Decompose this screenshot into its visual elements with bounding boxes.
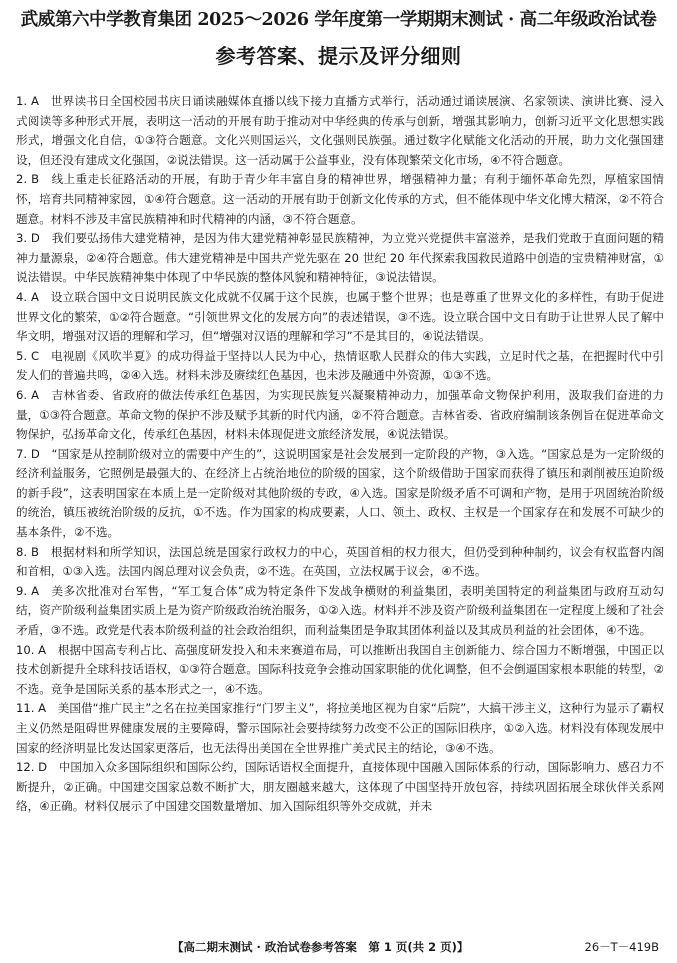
answer-item-12: 12. D 中国加入众多国际组织和国际公约，国际话语权全面提升，直接体现中国融入国际体系的行动，国际影响力、感召力不断提升，②正确。中国建交国家总数不断扩大，朋友圈越来越大，这体现了中国坚持开放包容，持续巩固拓展全球伙伴关系网络，④正确。材料仅展示了中国建交国数量增加、加入国际组织等外交成就，并未: [16, 760, 664, 814]
answer-item-8: 8. B 根据材料和所学知识，法国总统是国家行政权力的中心，英国首相的权力很大，但仍受到种种制约，议会有权监督内阁和首相，①③入选。法国内阁总理对议会负责，②不选。在英国，立法权属于议会，④不选。: [16, 544, 664, 579]
answer-item-5: 5. C 电视剧《风吹半夏》的成功得益于坚持以人民为中心，热情讴歌人民群众的伟大实践，立足时代之基，在把握时代中引发人们的普遍共鸣，②④入选。材料未涉及赓续红色基因，也未涉及融通中外资源，①③不选。: [16, 348, 664, 383]
answer-item-1: 1. A 世界读书日全国校园书庆日诵读融媒体直播以线下接力直播方式举行，活动通过诵读展演、名家领读、演讲比赛、浸入式阅读等多种形式开展，表明这一活动的开展有助于推动对中华经典的传承与创新，增强其影响力，创新习近平文化思想实践形式，增强文化自信，①③符合题意。文化兴则国运兴，文化强则民族强。通过数字化赋能文化活动的开展，助力文化强国建设，但还没有建成文化强国，②说法错误。这一活动属于公益事业，没有体现繁荣文化市场，④不符合题意。: [16, 94, 664, 167]
footer-page-label: 【高二期末测试 · 政治试卷参考答案 第 1 页(共 2 页)】: [172, 940, 469, 954]
answer-item-3: 3. D 我们要弘扬伟大建党精神，是因为伟大建党精神彰显民族精神，为立党兴党提供丰富滋养，是我们党敢于直面问题的精神力量源泉，②④符合题意。伟大建党精神是中国共产党先驱在 20 世纪 20 年代探索我国救民道路中创造的宝贵精神财富，①说法错误。中华民族精神集中体现了中华民族的整体风貌和精神特征，③说法错误。: [16, 231, 664, 285]
answer-list: [16, 92, 664, 817]
answer-item-2: 2. B 线上重走长征路活动的开展，有助于青少年丰富自身的精神世界，增强精神力量；有利于缅怀革命先烈，厚植家国情怀，培育共同精神家园，①④符合题意。这一活动的开展有助于创新文化传承的方式，但不能体现中华文化博大精深，②不符合题意。材料不涉及丰富民族精神和时代精神的内涵，③不符合题意。: [16, 172, 664, 226]
document-title: 武威第六中学教育集团 2025～2026 学年度第一学期期末测试 · 高二年级政治试卷: [20, 10, 657, 30]
footer-code: 26－T－419B: [584, 940, 659, 954]
answer-item-9: 9. A 美多次批准对台军售，“军工复合体”成为特定条件下发战争横财的利益集团，表明美国特定的利益集团与政府互动勾结，资产阶级利益集团实质上是为资产阶级政治统治服务，①②入选。材料并不涉及资产阶级利益集团在一定程度上缓和了社会矛盾，③不选。政党是代表本阶级利益的社会政治组织，而利益集团是争取其团体利益以及其成员利益的社会团体，④不选。: [16, 583, 664, 638]
page-footer: [0, 939, 677, 957]
answer-item-7: 7. D “国家是从控制阶级对立的需要中产生的”，这说明国家是社会发展到一定阶段的产物，③入选。“国家总是为一定阶级的经济利益服务，它照例是最强大的、在经济上占统治地位的阶级的国家，这个阶级借助于国家而获得了镇压和剥削被压迫阶级的新手段”，这表明国家在本质上是一定阶级对其他阶级的专政，④入选。国家是阶级矛盾不可调和产物，是用于巩固统治阶级的统治，镇压被统治阶级的反抗，①不选。作为国家的构成要素，人口、领土、政权、主权是一个国家存在和发展不可缺少的基本条件，②不选。: [16, 446, 664, 540]
document-subtitle: 参考答案、提示及评分细则: [215, 44, 462, 68]
answer-item-4: 4. A 设立联合国中文日说明民族文化成就不仅属于这个民族，也属于整个世界；也是尊重了世界文化的多样性，有助于促进世界文化的繁荣，①②符合题意。“引领世界文化的发展方向”的表述错误，③不选。设立联合国中文日有助于让世界人民了解中华文明，增强对汉语的理解和学习，但“增强对汉语的理解和学习”不是其目的，④说法错误。: [16, 289, 664, 344]
answer-item-6: 6. A 吉林省委、省政府的做法传承红色基因，为实现民族复兴凝聚精神动力，加强革命文物保护利用，汲取我们奋进的力量，①③符合题意。革命文物的保护不涉及赋予其新的时代内涵，②不符合题意。吉林省委、省政府编制该条例旨在促进革命文物保护，弘扬革命文化，传承红色基因，材料未体现促进文旅经济发展，④说法错误。: [16, 387, 664, 442]
answer-item-11: 11. A 美国借“推广民主”之名在拉美国家推行“门罗主义”，将拉美地区视为自家“后院”，大搞干涉主义，这种行为显示了霸权主义仍然是阻碍世界健康发展的主要障碍，警示国际社会要持续努力改变不公正的国际旧秩序，①②入选。材料没有体现发展中国家的经济明显比发达国家更落后，也无法得出美国在全世界推广美式民主的结论，③④不选。: [16, 701, 664, 755]
answer-item-10: 10. A 根据中国高专利占比、高强度研发投入和未来赛道布局，可以推断出我国自主创新能力、综合国力不断增强，中国正以技术创新提升全球科技话语权，①③符合题意。国际科技竞争会推动国家职能的优化调整，但不会倒逼国家根本职能的转型，②不选。竞争是国际关系的基本形式之一，④不选。: [16, 642, 664, 696]
